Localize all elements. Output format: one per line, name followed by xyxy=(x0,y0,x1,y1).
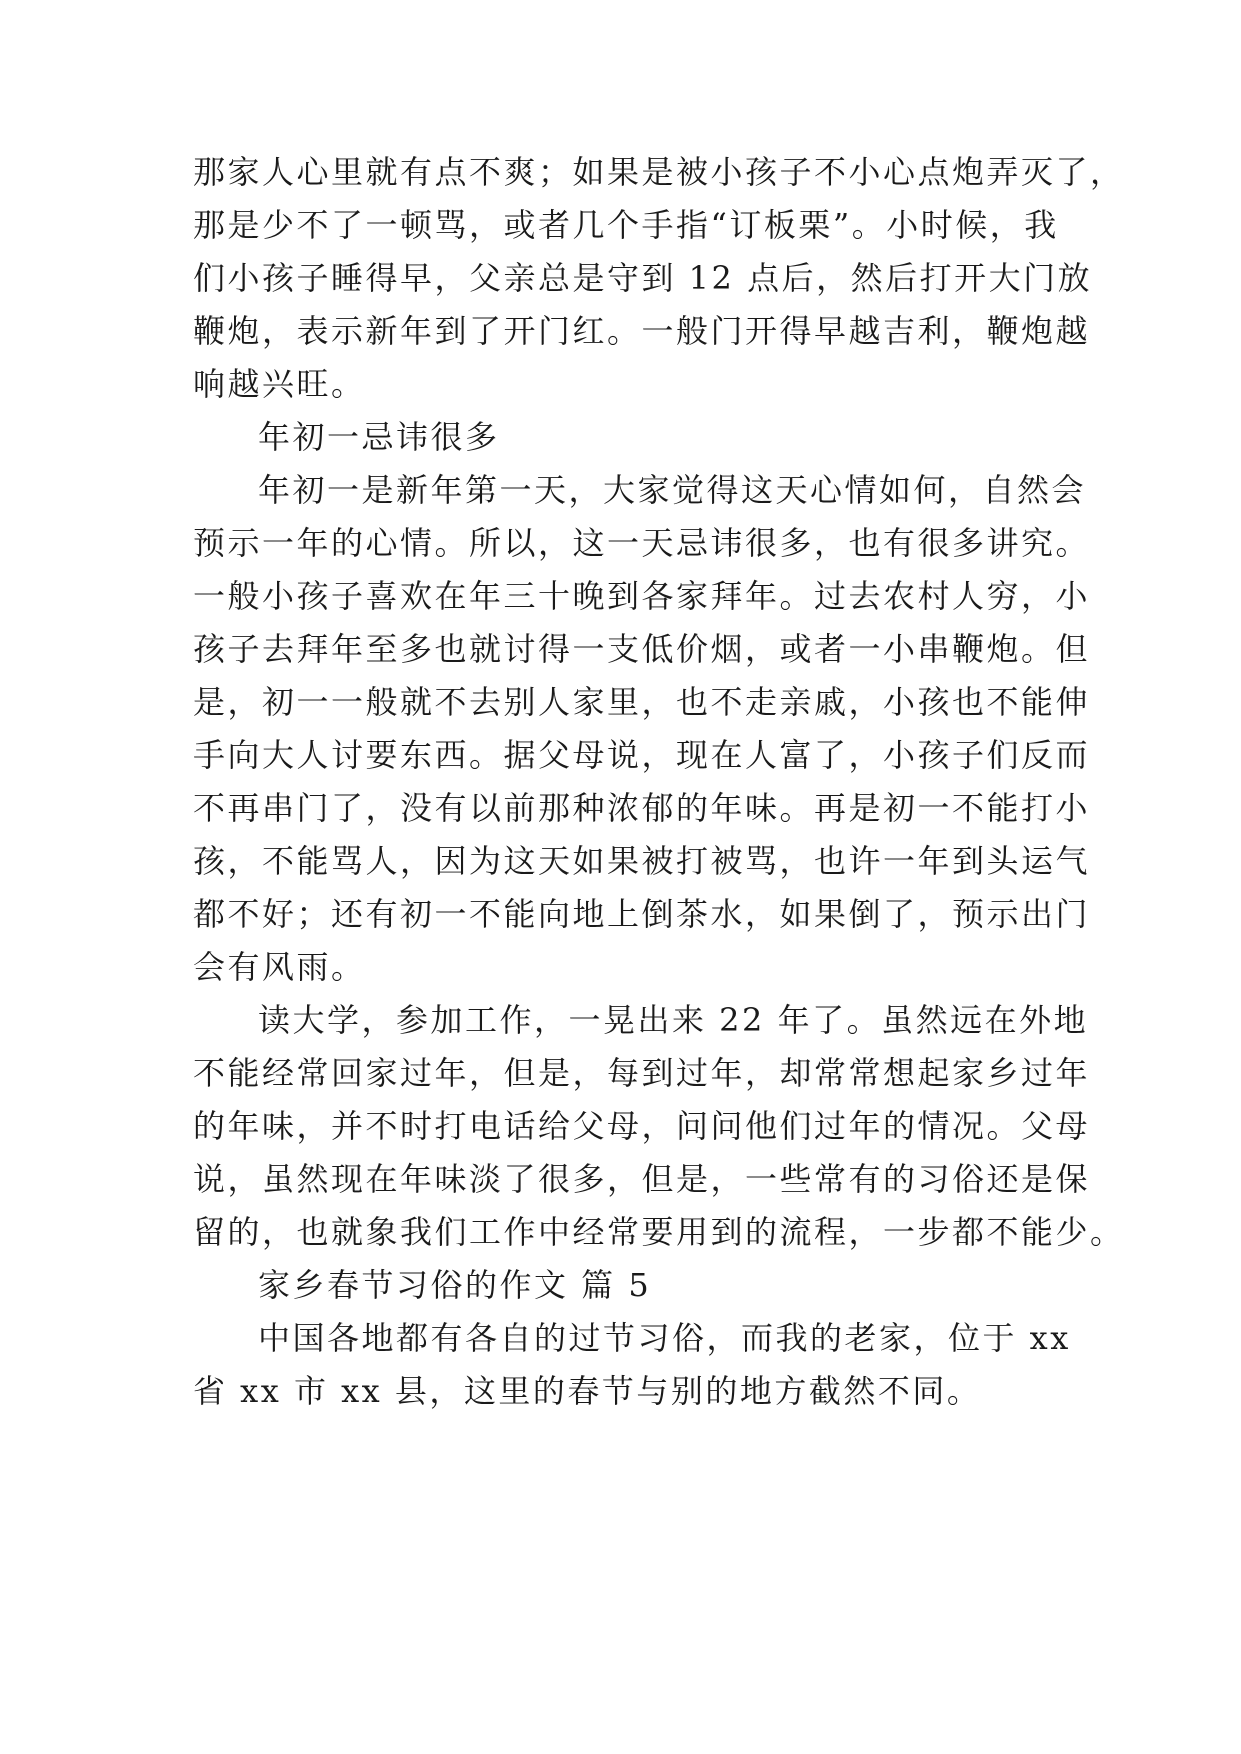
text-line: 们小孩子睡得早，父亲总是守到 12 点后，然后打开大门放 xyxy=(193,259,1093,297)
text-line: 预示一年的心情。所以，这一天忌讳很多，也有很多讲究。 xyxy=(193,524,1091,562)
section-heading: 家乡春节习俗的作文 篇 5 xyxy=(258,1266,652,1304)
text-line: 孩子去拜年至多也就讨得一支低价烟，或者一小串鞭炮。但 xyxy=(193,630,1091,668)
text-line: 都不好；还有初一不能向地上倒茶水，如果倒了，预示出门 xyxy=(193,895,1091,933)
text-line: 会有风雨。 xyxy=(193,948,366,986)
text-line: 留的，也就象我们工作中经常要用到的流程，一步都不能少。 xyxy=(193,1213,1125,1251)
text-line: 那是少不了一顿骂，或者几个手指“订板栗”。小时候，我 xyxy=(193,206,1059,244)
text-line: 读大学，参加工作，一晃出来 22 年了。虽然远在外地 xyxy=(258,1001,1089,1039)
text-line: 的年味，并不时打电话给父母，问问他们过年的情况。父母 xyxy=(193,1107,1091,1145)
section-heading: 年初一忌讳很多 xyxy=(258,418,500,456)
text-line: 不能经常回家过年，但是，每到过年，却常常想起家乡过年 xyxy=(193,1054,1091,1092)
text-line: 鞭炮，表示新年到了开门红。一般门开得早越吉利，鞭炮越 xyxy=(193,312,1091,350)
text-line: 不再串门了，没有以前那种浓郁的年味。再是初一不能打小 xyxy=(193,789,1091,827)
text-line: 年初一是新年第一天，大家觉得这天心情如何，自然会 xyxy=(258,471,1087,509)
text-line: 是，初一一般就不去别人家里，也不走亲戚，小孩也不能伸 xyxy=(193,683,1091,721)
text-line: 手向大人讨要东西。据父母说，现在人富了，小孩子们反而 xyxy=(193,736,1091,774)
text-line: 那家人心里就有点不爽；如果是被小孩子不小心点炮弄灭了， xyxy=(193,153,1125,191)
text-line: 说，虽然现在年味淡了很多，但是，一些常有的习俗还是保 xyxy=(193,1160,1091,1198)
text-line: 孩，不能骂人，因为这天如果被打被骂，也许一年到头运气 xyxy=(193,842,1091,880)
text-line: 响越兴旺。 xyxy=(193,365,366,403)
text-line: 一般小孩子喜欢在年三十晚到各家拜年。过去农村人穷，小 xyxy=(193,577,1091,615)
text-line: 省 xx 市 xx 县，这里的春节与别的地方截然不同。 xyxy=(193,1372,982,1410)
text-line: 中国各地都有各自的过节习俗，而我的老家，位于 xx xyxy=(258,1319,1071,1357)
